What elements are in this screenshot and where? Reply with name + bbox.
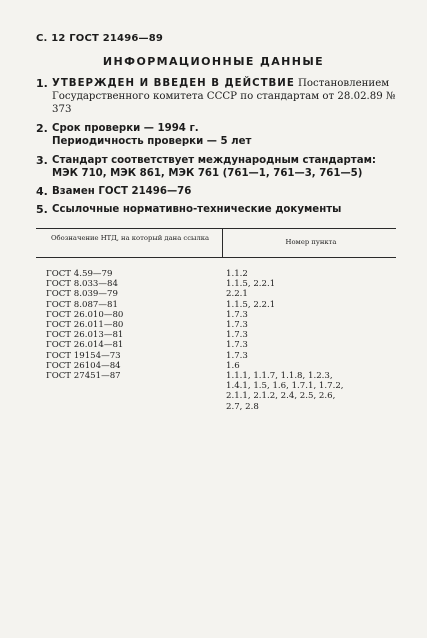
table-row [36,320,396,330]
cell-item-number: 1.1.5, 2.2.1 [226,299,276,310]
info-item-3 [36,154,396,180]
item-number: 2. [36,122,48,135]
cell-item-number: 1.7.3 [226,340,248,351]
table-row [36,279,396,289]
header-doc-designation: Обозначение НТД, на который дана ссылка [50,234,210,242]
table-body [36,258,396,412]
info-item-4 [36,185,396,198]
cell-item-number: 1.7.3 [226,320,248,331]
header-item-number: Номер пункта [285,238,337,246]
item-number: 4. [36,185,48,198]
cell-doc-designation: ГОСТ 26104—84 [46,360,121,371]
info-item-2 [36,122,396,148]
item-lead: УТВЕРЖДЕН И ВВЕДЕН В ДЕЙСТВИЕ [52,78,295,89]
header-divider [222,229,223,257]
item-text: Стандарт соответствует международным стандартам: МЭК 710, МЭК 861, МЭК 761 (761—1, 761—3, 761—5) [52,155,376,179]
table-row [36,300,396,310]
cell-item-number: 1.7.3 [226,350,248,361]
cell-doc-designation: ГОСТ 26.011—80 [46,320,124,331]
cell-doc-designation: ГОСТ 26.014—81 [46,340,124,351]
item-text: Срок проверки — 1994 г. Периодичность проверки — 5 лет [52,123,252,147]
info-item-1 [36,77,396,116]
cell-item-number: 1.6 [226,360,240,371]
cell-doc-designation: ГОСТ 26.013—81 [46,330,124,341]
table-row [36,340,396,350]
item-number: 5. [36,203,48,216]
cell-doc-designation: ГОСТ 8.087—81 [46,299,118,310]
cell-doc-designation: ГОСТ 8.033—84 [46,279,118,290]
table-row [36,330,396,340]
cell-item-number: 2.2.1 [226,289,248,300]
item-text: Постановлением Государственного комитета СССР по стандартам от 28.02.89 № 373 [52,78,396,115]
reference-table [36,228,396,412]
cell-doc-designation: ГОСТ 26.010—80 [46,309,124,320]
cell-item-number: 1.1.5, 2.2.1 [226,279,276,290]
info-item-5 [36,203,396,216]
table-row [36,361,396,371]
cell-item-number: 1.1.2 [226,269,248,279]
document-title: ИНФОРМАЦИОННЫЕ ДАННЫЕ [102,55,325,68]
cell-doc-designation: ГОСТ 8.039—79 [46,289,118,300]
item-number: 1. [36,77,48,90]
item-text: Взамен ГОСТ 21496—76 [52,186,192,197]
cell-item-number: 1.7.3 [226,330,248,341]
table-row [36,269,396,279]
item-text: Ссылочные нормативно-технические документы [52,204,342,215]
cell-item-number: 1.7.3 [226,309,248,320]
table-row [36,289,396,299]
table-row [36,371,396,412]
cell-doc-designation: ГОСТ 4.59—79 [46,269,113,279]
page-header: С. 12 ГОСТ 21496—89 [36,33,164,44]
table-row [36,310,396,320]
cell-item-number: 1.1.1, 1.1.7, 1.1.8, 1.2.3, 1.4.1, 1.5, 1.6, 1.7.1, 1.7.2, 2.1.1, 2.1.2, 2.4, 2.5, 2.6, 2.7, 2.8 [226,371,344,412]
item-number: 3. [36,154,48,167]
cell-doc-designation: ГОСТ 27451—87 [46,371,121,382]
table-row [36,351,396,361]
cell-doc-designation: ГОСТ 19154—73 [46,350,121,361]
table-header-row [36,229,396,257]
